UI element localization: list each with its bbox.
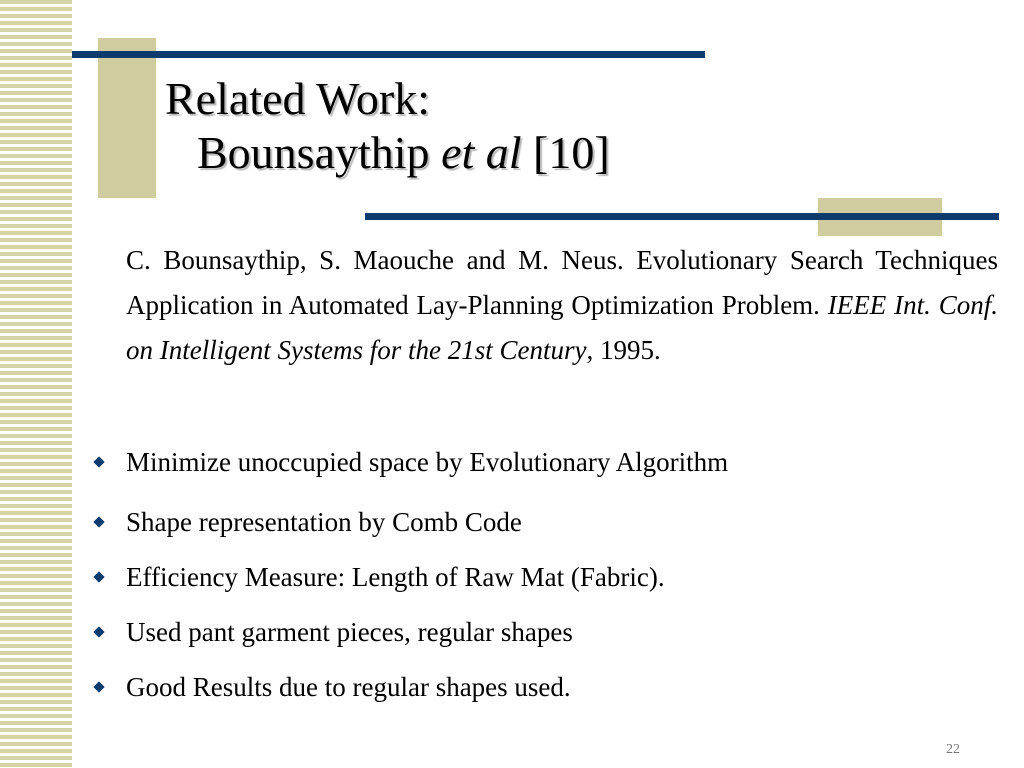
bullet-item bbox=[92, 552, 1002, 607]
diamond-bullet-icon bbox=[93, 516, 104, 527]
bullet-text: Shape representation by Comb Code bbox=[126, 507, 522, 537]
title-line-1: Related Work: bbox=[165, 73, 430, 124]
diamond-bullet-icon bbox=[93, 626, 104, 637]
bullet-item bbox=[92, 607, 1002, 662]
title-line-2 bbox=[165, 126, 610, 180]
bullet-text: Used pant garment pieces, regular shapes bbox=[126, 617, 573, 647]
bullet-item bbox=[92, 437, 1002, 497]
diamond-bullet-icon bbox=[93, 456, 104, 467]
title-et-al: et al bbox=[441, 127, 522, 178]
top-rule bbox=[72, 51, 705, 58]
bullet-list bbox=[92, 437, 1002, 717]
reference-citation bbox=[126, 238, 998, 373]
bullet-text: Minimize unoccupied space by Evolutionary Algorithm bbox=[126, 447, 729, 477]
bullet-text: Efficiency Measure: Length of Raw Mat (Fabric). bbox=[126, 562, 665, 592]
left-stripe-decoration bbox=[0, 0, 72, 768]
page-number: 22 bbox=[946, 742, 960, 757]
bullet-item bbox=[92, 662, 1002, 717]
diamond-bullet-icon bbox=[93, 571, 104, 582]
bullet-text: Good Results due to regular shapes used. bbox=[126, 672, 571, 702]
title-author: Bounsaythip bbox=[197, 127, 430, 178]
title-ref-number: [10] bbox=[533, 127, 610, 178]
title-accent-block bbox=[98, 38, 156, 198]
reference-authors-title: C. Bounsaythip, S. Maouche and M. Neus. Evolutionary Search Techniques Application in Automated Lay-Planning Optimization Problem. bbox=[126, 245, 998, 320]
slide-title bbox=[165, 72, 610, 180]
reference-year: , 1995. bbox=[586, 335, 661, 365]
bottom-rule bbox=[365, 213, 999, 220]
diamond-bullet-icon bbox=[93, 681, 104, 692]
reference-venue: IEEE Int. Conf. on Intelligent Systems for the 21st Century bbox=[126, 290, 998, 365]
bullet-item bbox=[92, 497, 1002, 552]
